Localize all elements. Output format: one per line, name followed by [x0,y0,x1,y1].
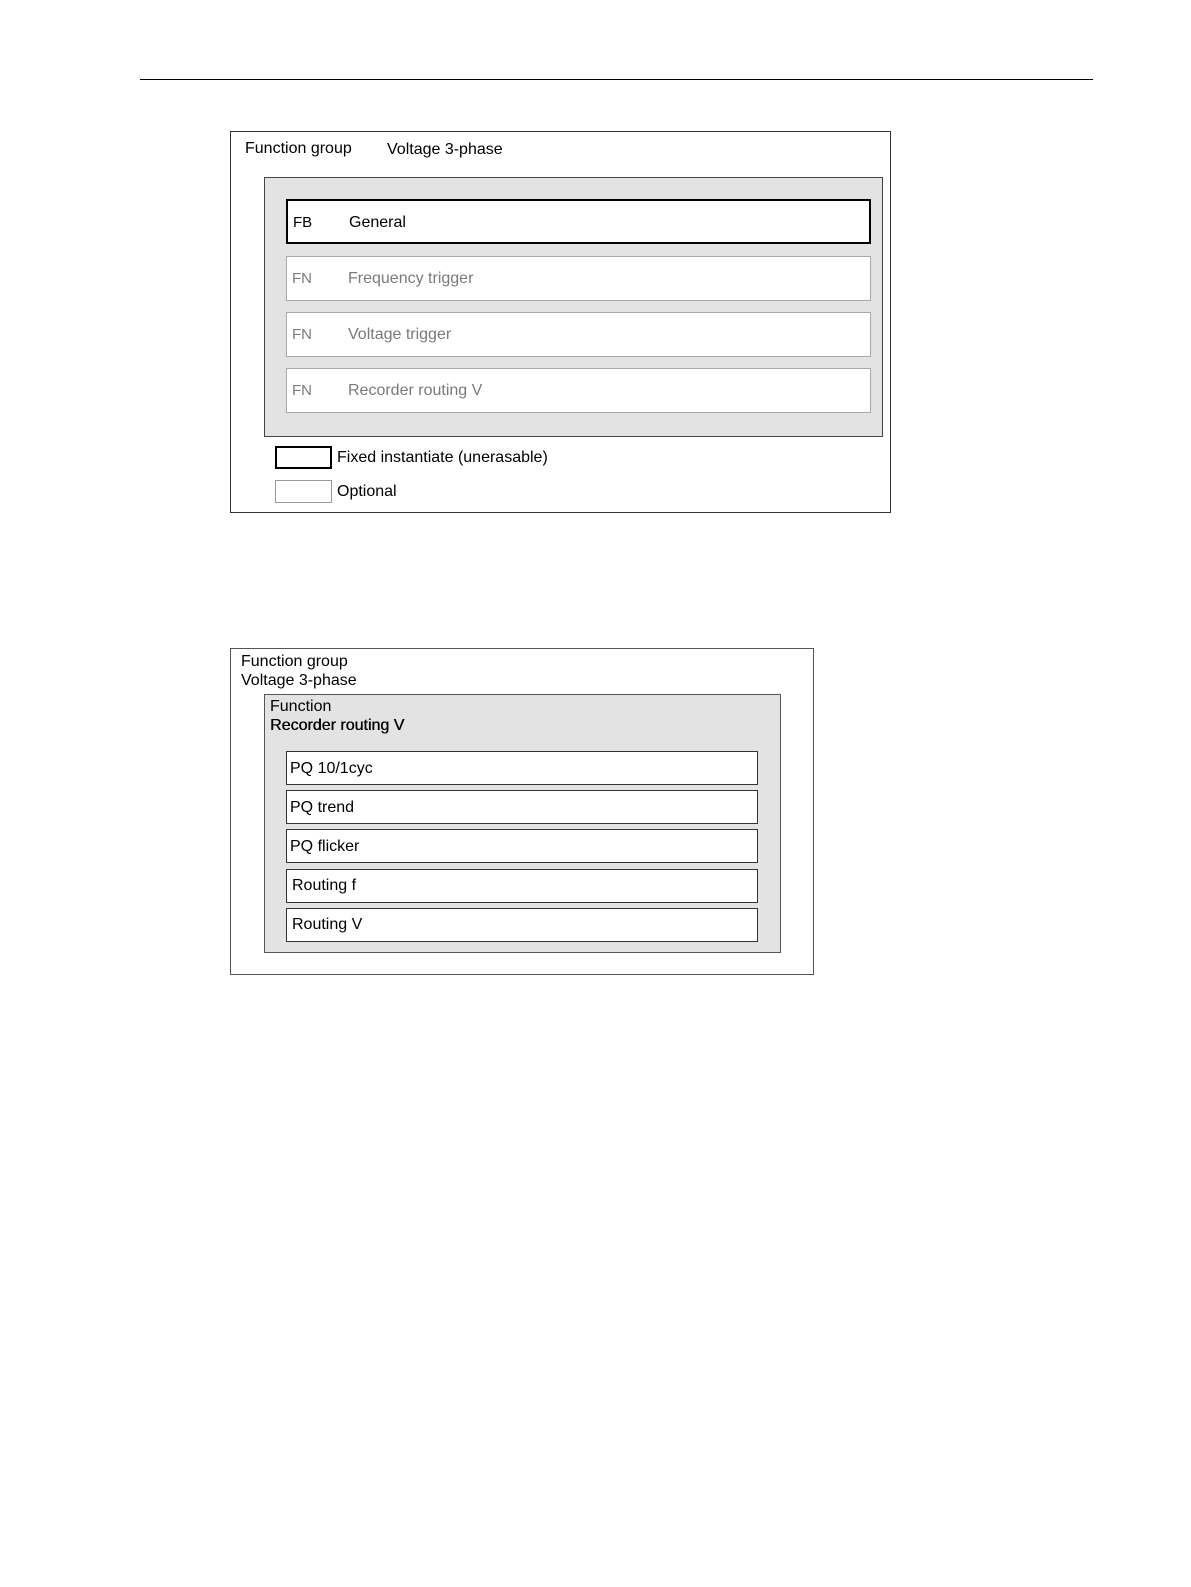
block-type: FB [293,214,313,231]
list-item-label: Routing V [292,916,363,933]
function-value: Recorder routing V [270,717,405,734]
block-name: Frequency trigger [348,270,474,287]
block-type: FN [292,270,312,287]
list-item-routing-v[interactable] [286,908,758,942]
header-rule [140,79,1093,80]
function-group-label: Function group [245,140,352,157]
list-item-label: PQ 10/1cyc [290,760,373,777]
block-name: Voltage trigger [348,326,452,343]
function-group-diagram [230,131,891,513]
list-item-pq-10-1cyc[interactable] [286,751,758,785]
function-panel [264,694,781,953]
list-item-routing-f[interactable] [286,869,758,903]
block-general[interactable] [286,199,871,244]
block-recorder-routing-v[interactable] [286,368,871,413]
function-group-value: Voltage 3-phase [241,672,357,689]
block-voltage-trigger[interactable] [286,312,871,357]
legend-optional-label: Optional [337,483,397,500]
legend-optional-swatch [275,480,332,503]
list-item-label: PQ trend [290,799,355,816]
list-item-pq-trend[interactable] [286,790,758,824]
function-detail-diagram [230,648,814,975]
function-group-label: Function group [241,653,348,670]
block-name: Recorder routing V [348,382,483,399]
list-item-label: Routing f [292,877,357,894]
block-frequency-trigger[interactable] [286,256,871,301]
legend-fixed-label: Fixed instantiate (unerasable) [337,449,548,466]
function-blocks-panel [264,177,883,437]
function-label: Function [270,698,332,715]
list-item-pq-flicker[interactable] [286,829,758,863]
block-name: General [349,214,406,231]
function-group-value: Voltage 3-phase [387,141,503,158]
block-type: FN [292,326,312,343]
block-type: FN [292,382,312,399]
legend-fixed-swatch [275,446,332,469]
list-item-label: PQ flicker [290,838,360,855]
